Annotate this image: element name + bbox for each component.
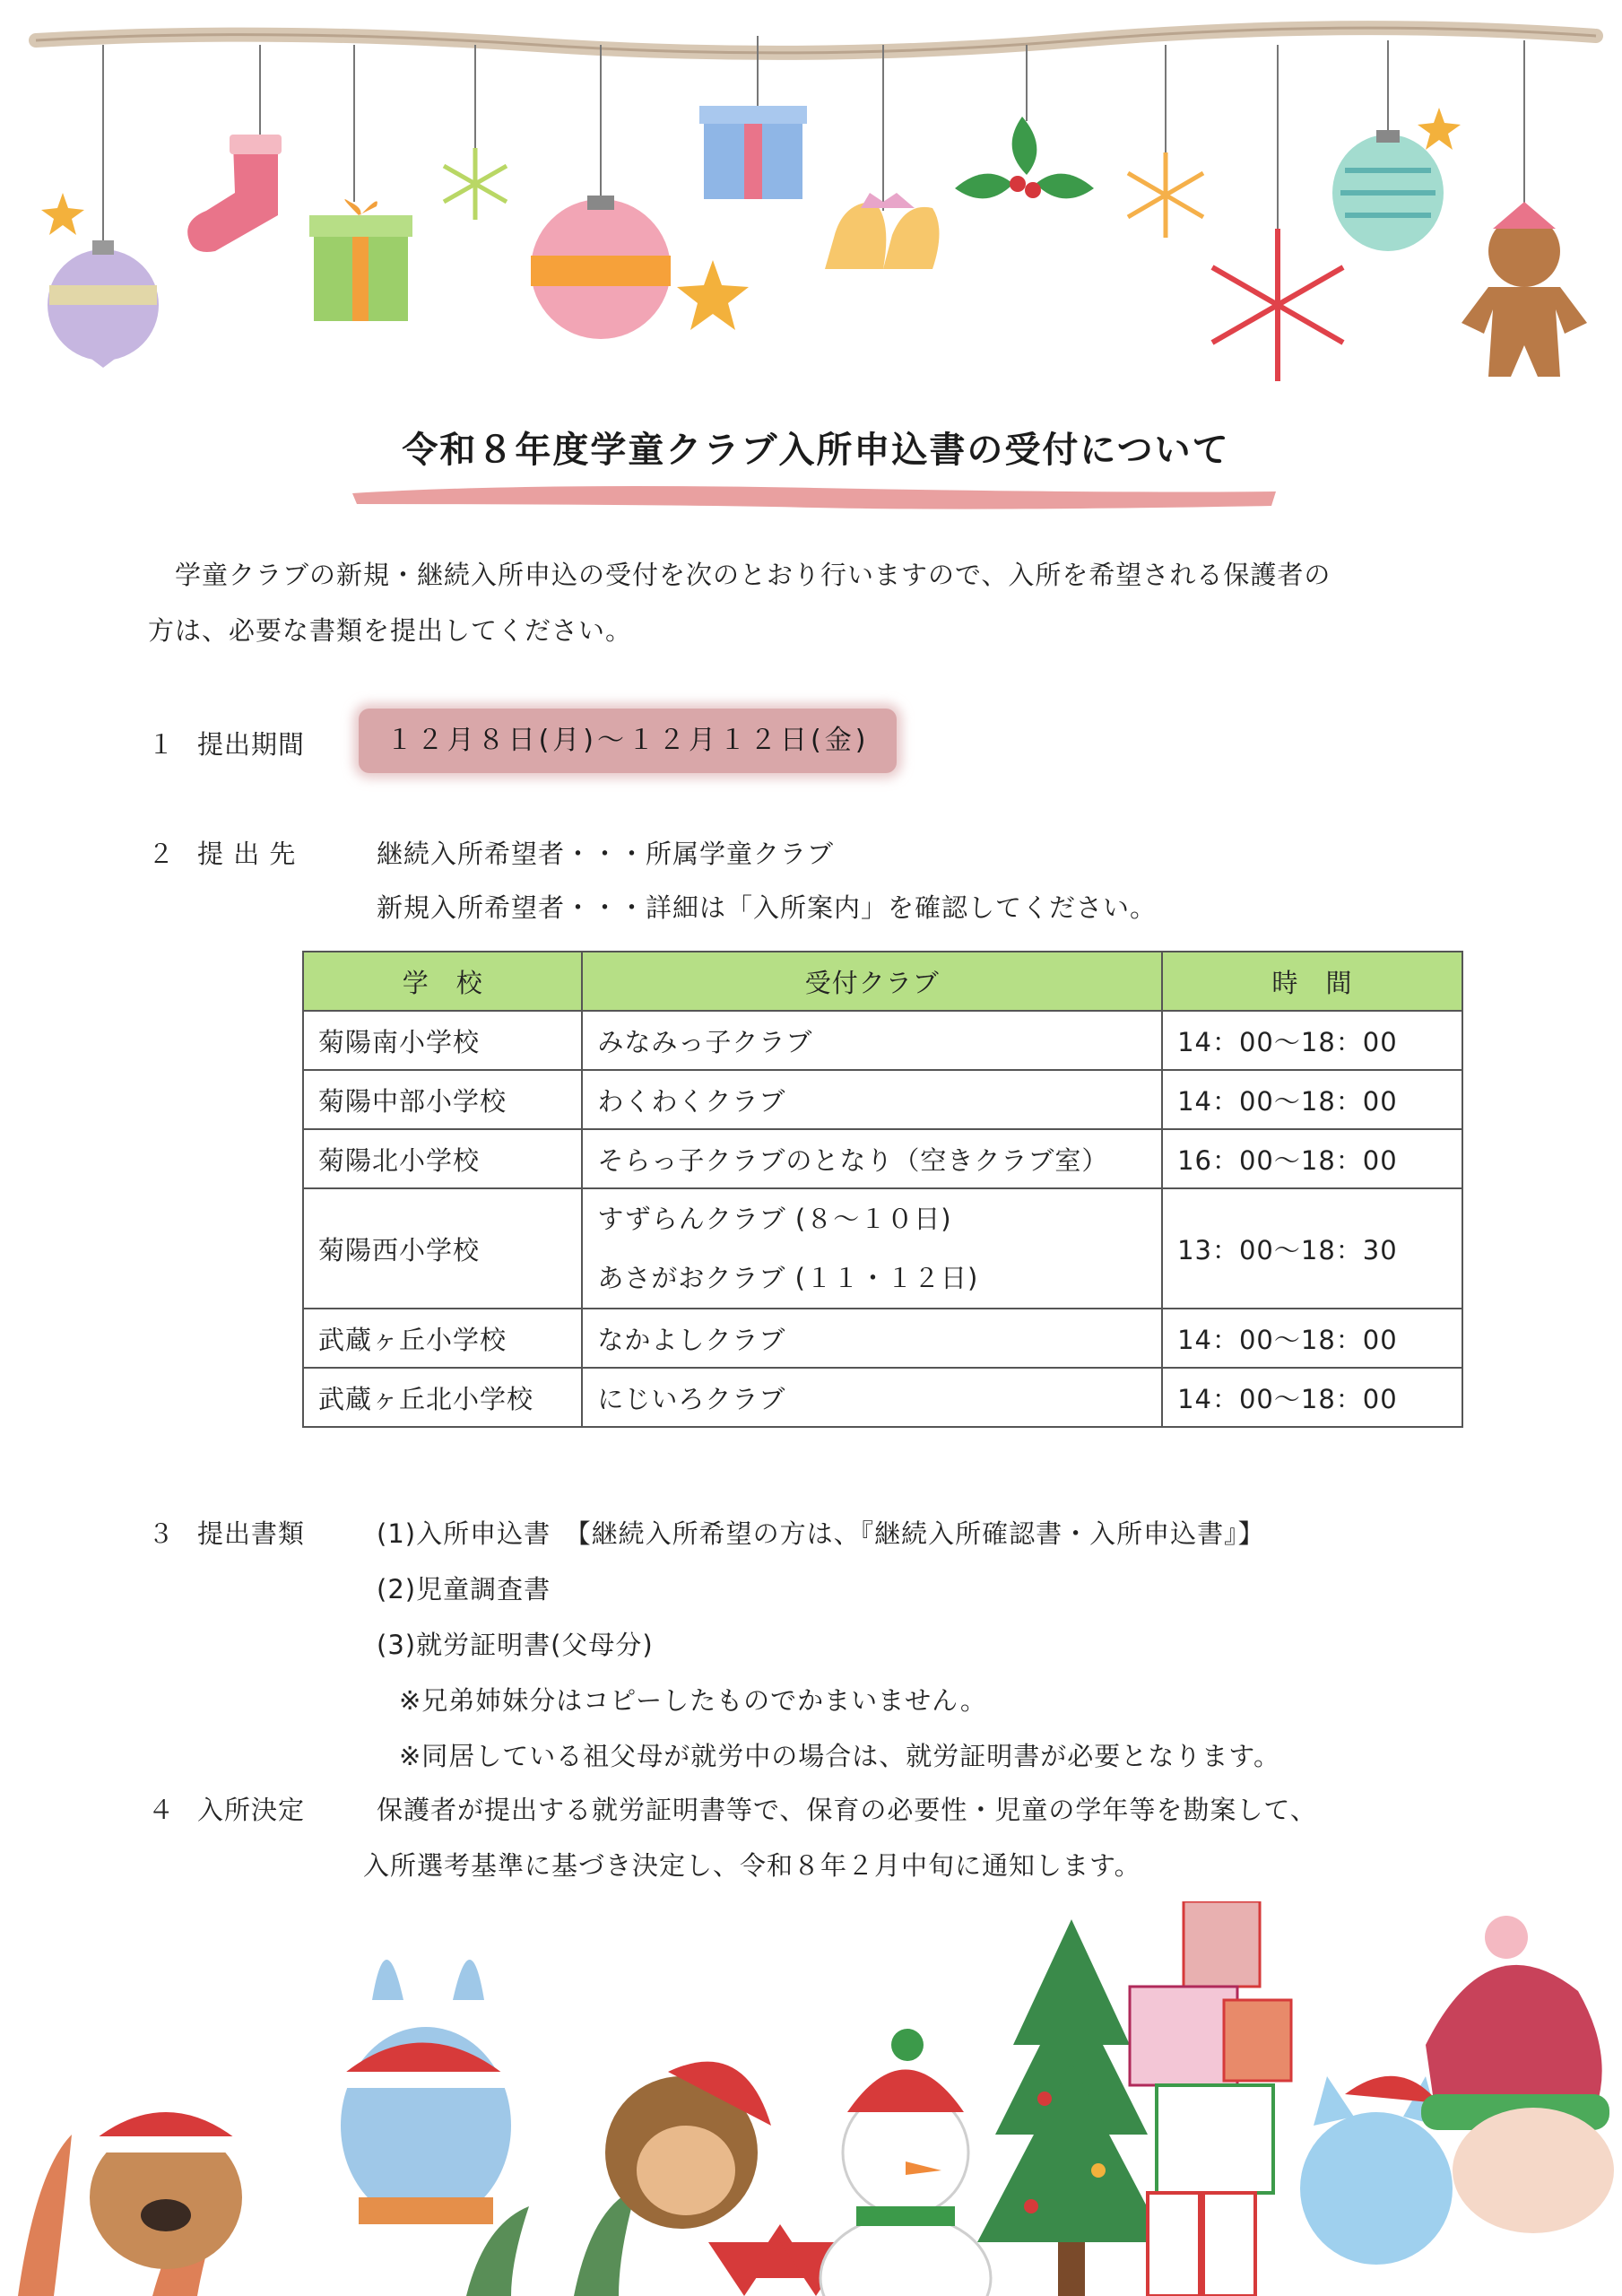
intro-paragraph xyxy=(148,547,1493,658)
time-cell: 14：00～18：00 xyxy=(1162,1309,1462,1368)
footer-christmas-illustration xyxy=(0,1901,1622,2296)
school-cell: 菊陽北小学校 xyxy=(303,1129,582,1188)
intro-line-1: 学童クラブの新規・継続入所申込の受付を次のとおり行いますので、入所を希望される保護者の xyxy=(175,560,1331,590)
decision-line-2: 入所選考基準に基づき決定し、令和８年２月中旬に通知します。 xyxy=(363,1850,1141,1881)
time-cell: 14：00～18：00 xyxy=(1162,1070,1462,1129)
gift-box-green-icon xyxy=(309,199,412,321)
branch xyxy=(36,28,1596,53)
christmas-tree-icon xyxy=(977,1919,1166,2296)
club-table xyxy=(302,951,1463,1428)
school-cell: 武蔵ヶ丘北小学校 xyxy=(303,1368,582,1427)
school-cell: 菊陽西小学校 xyxy=(303,1188,582,1309)
section-label: 提出期間 xyxy=(197,729,306,760)
school-cell: 菊陽中部小学校 xyxy=(303,1070,582,1129)
table-row xyxy=(303,1188,1462,1309)
table-row xyxy=(303,1011,1462,1070)
club-cell: にじいろクラブ xyxy=(582,1368,1162,1427)
document-note-2: ※同居している祖父母が就労中の場合は、就労証明書が必要となります。 xyxy=(399,1741,1280,1771)
club-name-1: すずらんクラブ (８～１０日) xyxy=(597,1204,952,1234)
ornament-ball-pink-icon xyxy=(531,196,671,339)
destination-continuing: 継続入所希望者・・・所属学童クラブ xyxy=(377,839,835,869)
time-cell: 14：00～18：00 xyxy=(1162,1368,1462,1427)
section-label: 提 出 先 xyxy=(197,839,297,869)
time-cell: 16：00～18：00 xyxy=(1162,1129,1462,1188)
section-label: 提出書類 xyxy=(197,1518,306,1549)
table-row xyxy=(303,1070,1462,1129)
time-cell: 13：00～18：30 xyxy=(1162,1188,1462,1309)
document-note-1: ※兄弟姉妹分はコピーしたものでかまいません。 xyxy=(399,1685,987,1716)
snowflake-red-icon xyxy=(1212,229,1343,381)
club-cell: みなみっ子クラブ xyxy=(582,1011,1162,1070)
stocking-icon xyxy=(187,135,282,252)
destination-new: 新規入所希望者・・・詳細は「入所案内」を確認してください。 xyxy=(377,892,1158,923)
intro-line-2: 方は、必要な書類を提出してください。 xyxy=(148,615,633,646)
document-item-2: (2)児童調査書 xyxy=(377,1574,551,1605)
table-row xyxy=(303,1309,1462,1368)
gingerbread-man-icon xyxy=(1462,202,1587,377)
submission-period: １２月８日(月)～１２月１２日(金) xyxy=(359,709,897,773)
rabbit-icon xyxy=(336,1960,511,2224)
school-cell: 武蔵ヶ丘小学校 xyxy=(303,1309,582,1368)
section-number: ３ xyxy=(148,1518,176,1549)
time-cell: 14：00～18：00 xyxy=(1162,1011,1462,1070)
club-cell: なかよしクラブ xyxy=(582,1309,1162,1368)
school-cell: 菊陽南小学校 xyxy=(303,1011,582,1070)
ornament-ball-purple-icon xyxy=(48,240,159,368)
snowflake-green-icon xyxy=(444,148,507,220)
table-row xyxy=(303,1368,1462,1427)
snowman-icon xyxy=(820,2029,991,2296)
club-name-2: あさがおクラブ (１１・１２日) xyxy=(597,1263,979,1293)
club-cell: そらっ子クラブのとなり（空きクラブ室） xyxy=(582,1129,1162,1188)
header-club: 受付クラブ xyxy=(582,952,1162,1011)
table-row xyxy=(303,1129,1462,1188)
holly-icon xyxy=(955,117,1094,198)
document-item-3: (3)就労証明書(父母分) xyxy=(377,1630,654,1660)
monkey-icon xyxy=(605,2062,771,2229)
header-school: 学 校 xyxy=(303,952,582,1011)
santa-icon xyxy=(1421,1916,1614,2296)
club-cell: わくわくクラブ xyxy=(582,1070,1162,1129)
header-christmas-ornaments xyxy=(0,0,1622,404)
table-header-row xyxy=(303,952,1462,1011)
decision-line-1: 保護者が提出する就労証明書等で、保育の必要性・児童の学年等を勘案して、 xyxy=(377,1795,1317,1825)
bells-icon xyxy=(825,193,940,269)
header-time: 時 間 xyxy=(1162,952,1462,1011)
gift-box-blue-icon xyxy=(699,106,807,199)
snowflake-orange-icon xyxy=(1128,152,1203,238)
club-cell xyxy=(582,1188,1162,1309)
title-brush-underline xyxy=(348,475,1280,515)
section-number: ４ xyxy=(148,1795,176,1825)
section-number: １ xyxy=(148,729,176,760)
section-number: ２ xyxy=(148,839,176,869)
dog-icon xyxy=(85,2112,247,2269)
gift-stack-icon xyxy=(1130,1901,1291,2296)
page-title: 令和８年度学童クラブ入所申込書の受付について xyxy=(402,430,1230,471)
document-item-1: (1)入所申込書 【継続入所希望の方は、『継続入所確認書・入所申込書』】 xyxy=(377,1518,1265,1549)
section-label: 入所決定 xyxy=(197,1795,306,1825)
